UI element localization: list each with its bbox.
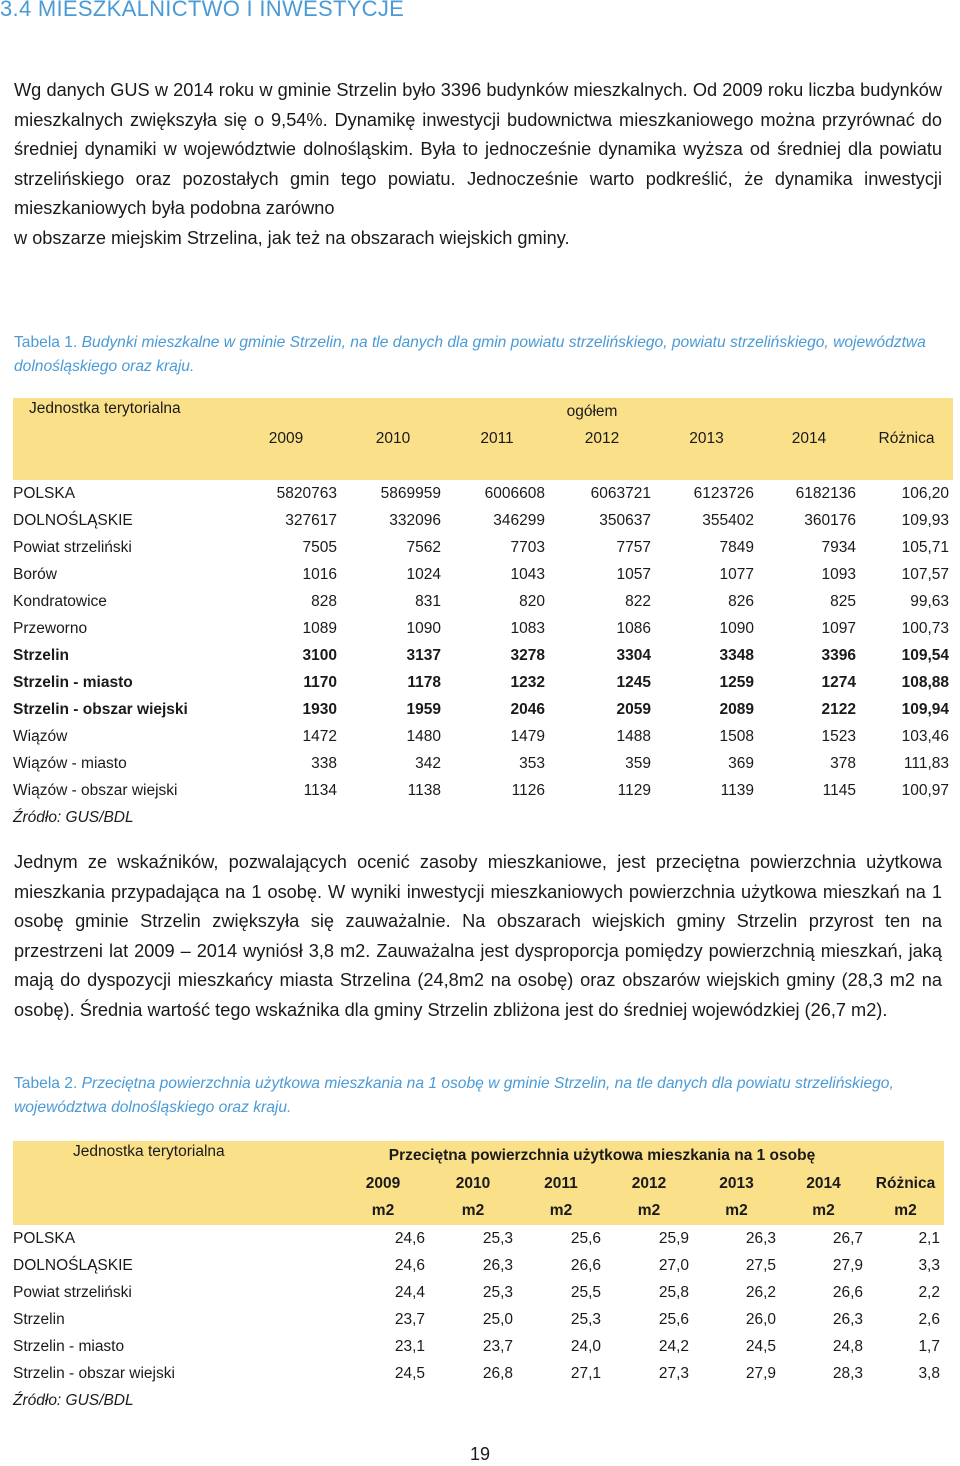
table-row bbox=[13, 1333, 944, 1360]
cell-value: 109,93 bbox=[901, 511, 949, 529]
cell-value: 3137 bbox=[406, 646, 441, 664]
cell-value: 25,5 bbox=[570, 1283, 601, 1301]
cell-value: 7934 bbox=[821, 538, 856, 556]
cell-value: 24,8 bbox=[832, 1337, 863, 1355]
table-row bbox=[13, 534, 953, 561]
cell-value: 24,6 bbox=[394, 1229, 425, 1247]
table1-column-header: 2011 bbox=[445, 426, 549, 480]
table1-column-header: Różnica bbox=[860, 426, 953, 480]
row-label: Powiat strzeliński bbox=[13, 538, 132, 556]
table-row bbox=[13, 723, 953, 750]
table-row bbox=[13, 642, 953, 669]
cell-value: 23,7 bbox=[394, 1310, 425, 1328]
cell-value: 100,97 bbox=[901, 781, 949, 799]
cell-value: 1057 bbox=[616, 565, 651, 583]
table2-column-header: 2013 bbox=[693, 1170, 780, 1197]
row-label: Strzelin - miasto bbox=[13, 1337, 125, 1355]
table1-caption bbox=[14, 331, 944, 379]
cell-value: 6123726 bbox=[693, 484, 754, 502]
cell-value: 5869959 bbox=[380, 484, 441, 502]
table1-column-header: 2012 bbox=[549, 426, 655, 480]
cell-value: 2,1 bbox=[918, 1229, 940, 1247]
table-row bbox=[13, 588, 953, 615]
cell-value: 26,2 bbox=[745, 1283, 776, 1301]
table2-column-header: 2009 bbox=[337, 1170, 429, 1197]
cell-value: 378 bbox=[830, 754, 856, 772]
row-label: DOLNOŚLĄSKIE bbox=[13, 1256, 133, 1274]
cell-value: 26,3 bbox=[482, 1256, 513, 1274]
cell-value: 25,3 bbox=[482, 1283, 513, 1301]
row-label: Strzelin - obszar wiejski bbox=[13, 1364, 175, 1382]
cell-value: 353 bbox=[519, 754, 545, 772]
row-label: Strzelin - miasto bbox=[13, 673, 133, 691]
cell-value: 27,5 bbox=[745, 1256, 776, 1274]
table2-column-header: 2011 bbox=[517, 1170, 605, 1197]
cell-value: 2,6 bbox=[918, 1310, 940, 1328]
row-label: Powiat strzeliński bbox=[13, 1283, 132, 1301]
cell-value: 831 bbox=[415, 592, 441, 610]
cell-value: 1134 bbox=[303, 781, 337, 799]
cell-value: 1930 bbox=[302, 700, 337, 718]
table1-header-unit: Jednostka terytorialna bbox=[13, 398, 231, 480]
cell-value: 24,5 bbox=[394, 1364, 425, 1382]
table1-column-header: 2009 bbox=[231, 426, 341, 480]
cell-value: 1016 bbox=[302, 565, 337, 583]
table2-unit-header: m2 bbox=[693, 1197, 780, 1225]
cell-value: 5820763 bbox=[276, 484, 337, 502]
table-row bbox=[13, 480, 953, 507]
cell-value: 24,5 bbox=[745, 1337, 776, 1355]
cell-value: 109,54 bbox=[901, 646, 949, 664]
table-row bbox=[13, 696, 953, 723]
table2-column-header: 2014 bbox=[780, 1170, 867, 1197]
cell-value: 1480 bbox=[406, 727, 441, 745]
cell-value: 26,3 bbox=[745, 1229, 776, 1247]
cell-value: 1178 bbox=[407, 673, 441, 691]
table1-column-header: 2013 bbox=[655, 426, 758, 480]
cell-value: 109,94 bbox=[901, 700, 949, 718]
cell-value: 1959 bbox=[406, 700, 441, 718]
row-label: DOLNOŚLĄSKIE bbox=[13, 511, 133, 529]
cell-value: 3396 bbox=[821, 646, 856, 664]
table1-caption-label: Tabela 1. bbox=[14, 334, 78, 351]
cell-value: 2,2 bbox=[918, 1283, 940, 1301]
table-row bbox=[13, 1279, 944, 1306]
cell-value: 100,73 bbox=[901, 619, 949, 637]
table2-caption-label: Tabela 2. bbox=[14, 1075, 78, 1092]
section-heading: 3.4 MIESZKALNICTWO I INWESTYCJE bbox=[0, 0, 405, 21]
cell-value: 350637 bbox=[599, 511, 651, 529]
cell-value: 3348 bbox=[719, 646, 754, 664]
cell-value: 107,57 bbox=[901, 565, 949, 583]
row-label: Strzelin - obszar wiejski bbox=[13, 700, 188, 718]
cell-value: 7703 bbox=[510, 538, 545, 556]
cell-value: 6006608 bbox=[484, 484, 545, 502]
cell-value: 105,71 bbox=[901, 538, 949, 556]
table2-column-header: 2010 bbox=[429, 1170, 517, 1197]
floor-area-table bbox=[13, 1141, 944, 1414]
row-label: Borów bbox=[13, 565, 57, 583]
cell-value: 1232 bbox=[510, 673, 545, 691]
intro-paragraph bbox=[14, 76, 942, 253]
cell-value: 26,3 bbox=[832, 1310, 863, 1328]
cell-value: 7562 bbox=[406, 538, 441, 556]
cell-value: 3,3 bbox=[918, 1256, 940, 1274]
cell-value: 828 bbox=[311, 592, 337, 610]
cell-value: 360176 bbox=[804, 511, 856, 529]
table2-column-header: Różnica bbox=[867, 1170, 944, 1197]
table1-caption-text: Budynki mieszkalne w gminie Strzelin, na tle danych dla gmin powiatu strzelińskiego, powiatu strzelińskiego, województwa dolnośląskiego oraz kraju. bbox=[14, 334, 926, 375]
cell-value: 1274 bbox=[821, 673, 856, 691]
cell-value: 359 bbox=[625, 754, 651, 772]
table2-unit-header: m2 bbox=[780, 1197, 867, 1225]
cell-value: 1093 bbox=[821, 565, 856, 583]
cell-value: 7849 bbox=[719, 538, 754, 556]
cell-value: 1170 bbox=[303, 673, 337, 691]
table2-source: Źródło: GUS/BDL bbox=[13, 1391, 134, 1409]
cell-value: 24,0 bbox=[570, 1337, 601, 1355]
table-row bbox=[13, 777, 953, 804]
table-row bbox=[13, 1225, 944, 1252]
cell-value: 6063721 bbox=[590, 484, 651, 502]
intro-paragraph-tail: w obszarze miejskim Strzelina, jak też na obszarach wiejskich gminy. bbox=[14, 227, 570, 248]
cell-value: 28,3 bbox=[832, 1364, 863, 1382]
cell-value: 25,0 bbox=[482, 1310, 513, 1328]
table-row bbox=[13, 507, 953, 534]
cell-value: 3304 bbox=[616, 646, 651, 664]
table2-header-spacer bbox=[867, 1141, 944, 1170]
cell-value: 2122 bbox=[821, 700, 856, 718]
cell-value: 1488 bbox=[616, 727, 651, 745]
cell-value: 23,7 bbox=[482, 1337, 513, 1355]
row-label: Kondratowice bbox=[13, 592, 107, 610]
cell-value: 24,6 bbox=[394, 1256, 425, 1274]
table2-header-unit: Jednostka terytorialna bbox=[13, 1141, 337, 1225]
row-label: Wiązów - obszar wiejski bbox=[13, 781, 178, 799]
cell-value: 355402 bbox=[702, 511, 754, 529]
table-row bbox=[13, 1360, 944, 1387]
cell-value: 27,0 bbox=[658, 1256, 689, 1274]
table2-unit-header: m2 bbox=[517, 1197, 605, 1225]
table2-caption bbox=[14, 1072, 944, 1120]
cell-value: 3278 bbox=[510, 646, 545, 664]
cell-value: 27,1 bbox=[570, 1364, 601, 1382]
cell-value: 1089 bbox=[302, 619, 337, 637]
cell-value: 2046 bbox=[510, 700, 545, 718]
row-label: Wiązów - miasto bbox=[13, 754, 127, 772]
cell-value: 1508 bbox=[719, 727, 754, 745]
cell-value: 3,8 bbox=[918, 1364, 940, 1382]
cell-value: 332096 bbox=[389, 511, 441, 529]
cell-value: 24,4 bbox=[394, 1283, 425, 1301]
row-label: Strzelin bbox=[13, 1310, 65, 1328]
cell-value: 2089 bbox=[719, 700, 754, 718]
cell-value: 1,7 bbox=[918, 1337, 940, 1355]
cell-value: 342 bbox=[415, 754, 441, 772]
table2-unit-header: m2 bbox=[337, 1197, 429, 1225]
second-paragraph: Jednym ze wskaźników, pozwalających ocenić zasoby mieszkaniowe, jest przeciętna powierzchnia użytkowa mieszkania przypadająca na 1 osobę. W wyniki inwestycji mieszkaniowych powierzchnia użytkowa mieszkań na 1 osobę gminie Strzelin zwiększyła się zauważalnie. Na obszarach wiejskich gminy Strzelin przyrost ten na przestrzeni lat 2009 – 2014 wyniósł 3,8 m2. Zauważalna jest dysproporcja pomiędzy powierzchnią mieszkań, jaką mają do dyspozycji mieszkańcy miasta Strzelina (24,8m2 na osobę) oraz obszarów wiejskich gminy (28,3 m2 na osobę). Średnia wartość tego wskaźnika dla gminy Strzelin zbliżona jest do średniej wojewódzkiej (26,7 m2). bbox=[14, 852, 942, 1020]
table1-column-header: 2010 bbox=[341, 426, 445, 480]
row-label: Przeworno bbox=[13, 619, 88, 637]
cell-value: 820 bbox=[519, 592, 545, 610]
cell-value: 825 bbox=[830, 592, 856, 610]
cell-value: 27,9 bbox=[745, 1364, 776, 1382]
cell-value: 108,88 bbox=[901, 673, 949, 691]
cell-value: 106,20 bbox=[901, 484, 949, 502]
cell-value: 1077 bbox=[719, 565, 754, 583]
cell-value: 1245 bbox=[616, 673, 651, 691]
cell-value: 1138 bbox=[407, 781, 441, 799]
cell-value: 1259 bbox=[719, 673, 754, 691]
cell-value: 1472 bbox=[302, 727, 337, 745]
cell-value: 1024 bbox=[406, 565, 441, 583]
cell-value: 1145 bbox=[822, 781, 856, 799]
table2-header-group: Przeciętna powierzchnia użytkowa mieszkania na 1 osobę bbox=[337, 1141, 867, 1170]
table1-source: Źródło: GUS/BDL bbox=[13, 808, 134, 826]
cell-value: 1523 bbox=[821, 727, 856, 745]
table2-unit-header: m2 bbox=[867, 1197, 944, 1225]
buildings-table bbox=[13, 398, 953, 831]
cell-value: 1097 bbox=[821, 619, 856, 637]
cell-value: 3100 bbox=[302, 646, 337, 664]
table2-caption-text: Przeciętna powierzchnia użytkowa mieszkania na 1 osobę w gminie Strzelin, na tle danych dla powiatu strzelińskiego, województwa dolnośląskiego oraz kraju. bbox=[14, 1075, 894, 1116]
cell-value: 1090 bbox=[719, 619, 754, 637]
cell-value: 338 bbox=[311, 754, 337, 772]
cell-value: 7505 bbox=[302, 538, 337, 556]
cell-value: 25,6 bbox=[658, 1310, 689, 1328]
cell-value: 1086 bbox=[616, 619, 651, 637]
cell-value: 25,9 bbox=[658, 1229, 689, 1247]
table-row bbox=[13, 615, 953, 642]
cell-value: 26,6 bbox=[832, 1283, 863, 1301]
cell-value: 25,3 bbox=[482, 1229, 513, 1247]
cell-value: 26,0 bbox=[745, 1310, 776, 1328]
cell-value: 25,8 bbox=[658, 1283, 689, 1301]
cell-value: 27,9 bbox=[832, 1256, 863, 1274]
cell-value: 99,63 bbox=[910, 592, 949, 610]
table2-column-header: 2012 bbox=[605, 1170, 693, 1197]
cell-value: 1043 bbox=[510, 565, 545, 583]
table-row bbox=[13, 1252, 944, 1279]
cell-value: 111,83 bbox=[903, 754, 949, 772]
cell-value: 369 bbox=[728, 754, 754, 772]
intro-paragraph-text: Wg danych GUS w 2014 roku w gminie Strzelin było 3396 budynków mieszkalnych. Od 2009 roku liczba budynków mieszkalnych zwiększyła się o 9,54%. Dynamikę inwestycji budownictwa mieszkaniowego można przyrównać do średniej dynamiki w województwie dolnośląskim. Była to jednocześnie dynamika wyższa od średniej dla powiatu strzelińskiego oraz pozostałych gmin tego powiatu. Jednocześnie warto podkreślić, że dynamika inwestycji mieszkaniowych była podobna zarówno bbox=[14, 80, 942, 218]
cell-value: 2059 bbox=[616, 700, 651, 718]
table-row bbox=[13, 669, 953, 696]
row-label: POLSKA bbox=[13, 484, 76, 502]
cell-value: 25,6 bbox=[570, 1229, 601, 1247]
cell-value: 1479 bbox=[510, 727, 545, 745]
cell-value: 1126 bbox=[511, 781, 545, 799]
table-row bbox=[13, 1306, 944, 1333]
cell-value: 23,1 bbox=[394, 1337, 425, 1355]
cell-value: 26,7 bbox=[832, 1229, 863, 1247]
cell-value: 1139 bbox=[720, 781, 754, 799]
cell-value: 24,2 bbox=[658, 1337, 689, 1355]
cell-value: 1090 bbox=[406, 619, 441, 637]
table-row bbox=[13, 561, 953, 588]
cell-value: 6182136 bbox=[795, 484, 856, 502]
table1-header-group: ogółem bbox=[231, 398, 953, 426]
cell-value: 26,8 bbox=[482, 1364, 513, 1382]
row-label: Strzelin bbox=[13, 646, 69, 664]
cell-value: 7757 bbox=[616, 538, 651, 556]
row-label: POLSKA bbox=[13, 1229, 76, 1247]
cell-value: 27,3 bbox=[658, 1364, 689, 1382]
cell-value: 25,3 bbox=[570, 1310, 601, 1328]
cell-value: 1129 bbox=[617, 781, 651, 799]
table1-column-header: 2014 bbox=[758, 426, 860, 480]
row-label: Wiązów bbox=[13, 727, 68, 745]
cell-value: 26,6 bbox=[570, 1256, 601, 1274]
table2-unit-header: m2 bbox=[605, 1197, 693, 1225]
cell-value: 346299 bbox=[493, 511, 545, 529]
cell-value: 103,46 bbox=[901, 727, 949, 745]
cell-value: 826 bbox=[728, 592, 754, 610]
page-number: 19 bbox=[469, 1444, 491, 1464]
table-row bbox=[13, 750, 953, 777]
cell-value: 822 bbox=[625, 592, 651, 610]
cell-value: 327617 bbox=[285, 511, 337, 529]
table2-unit-header: m2 bbox=[429, 1197, 517, 1225]
cell-value: 1083 bbox=[510, 619, 545, 637]
